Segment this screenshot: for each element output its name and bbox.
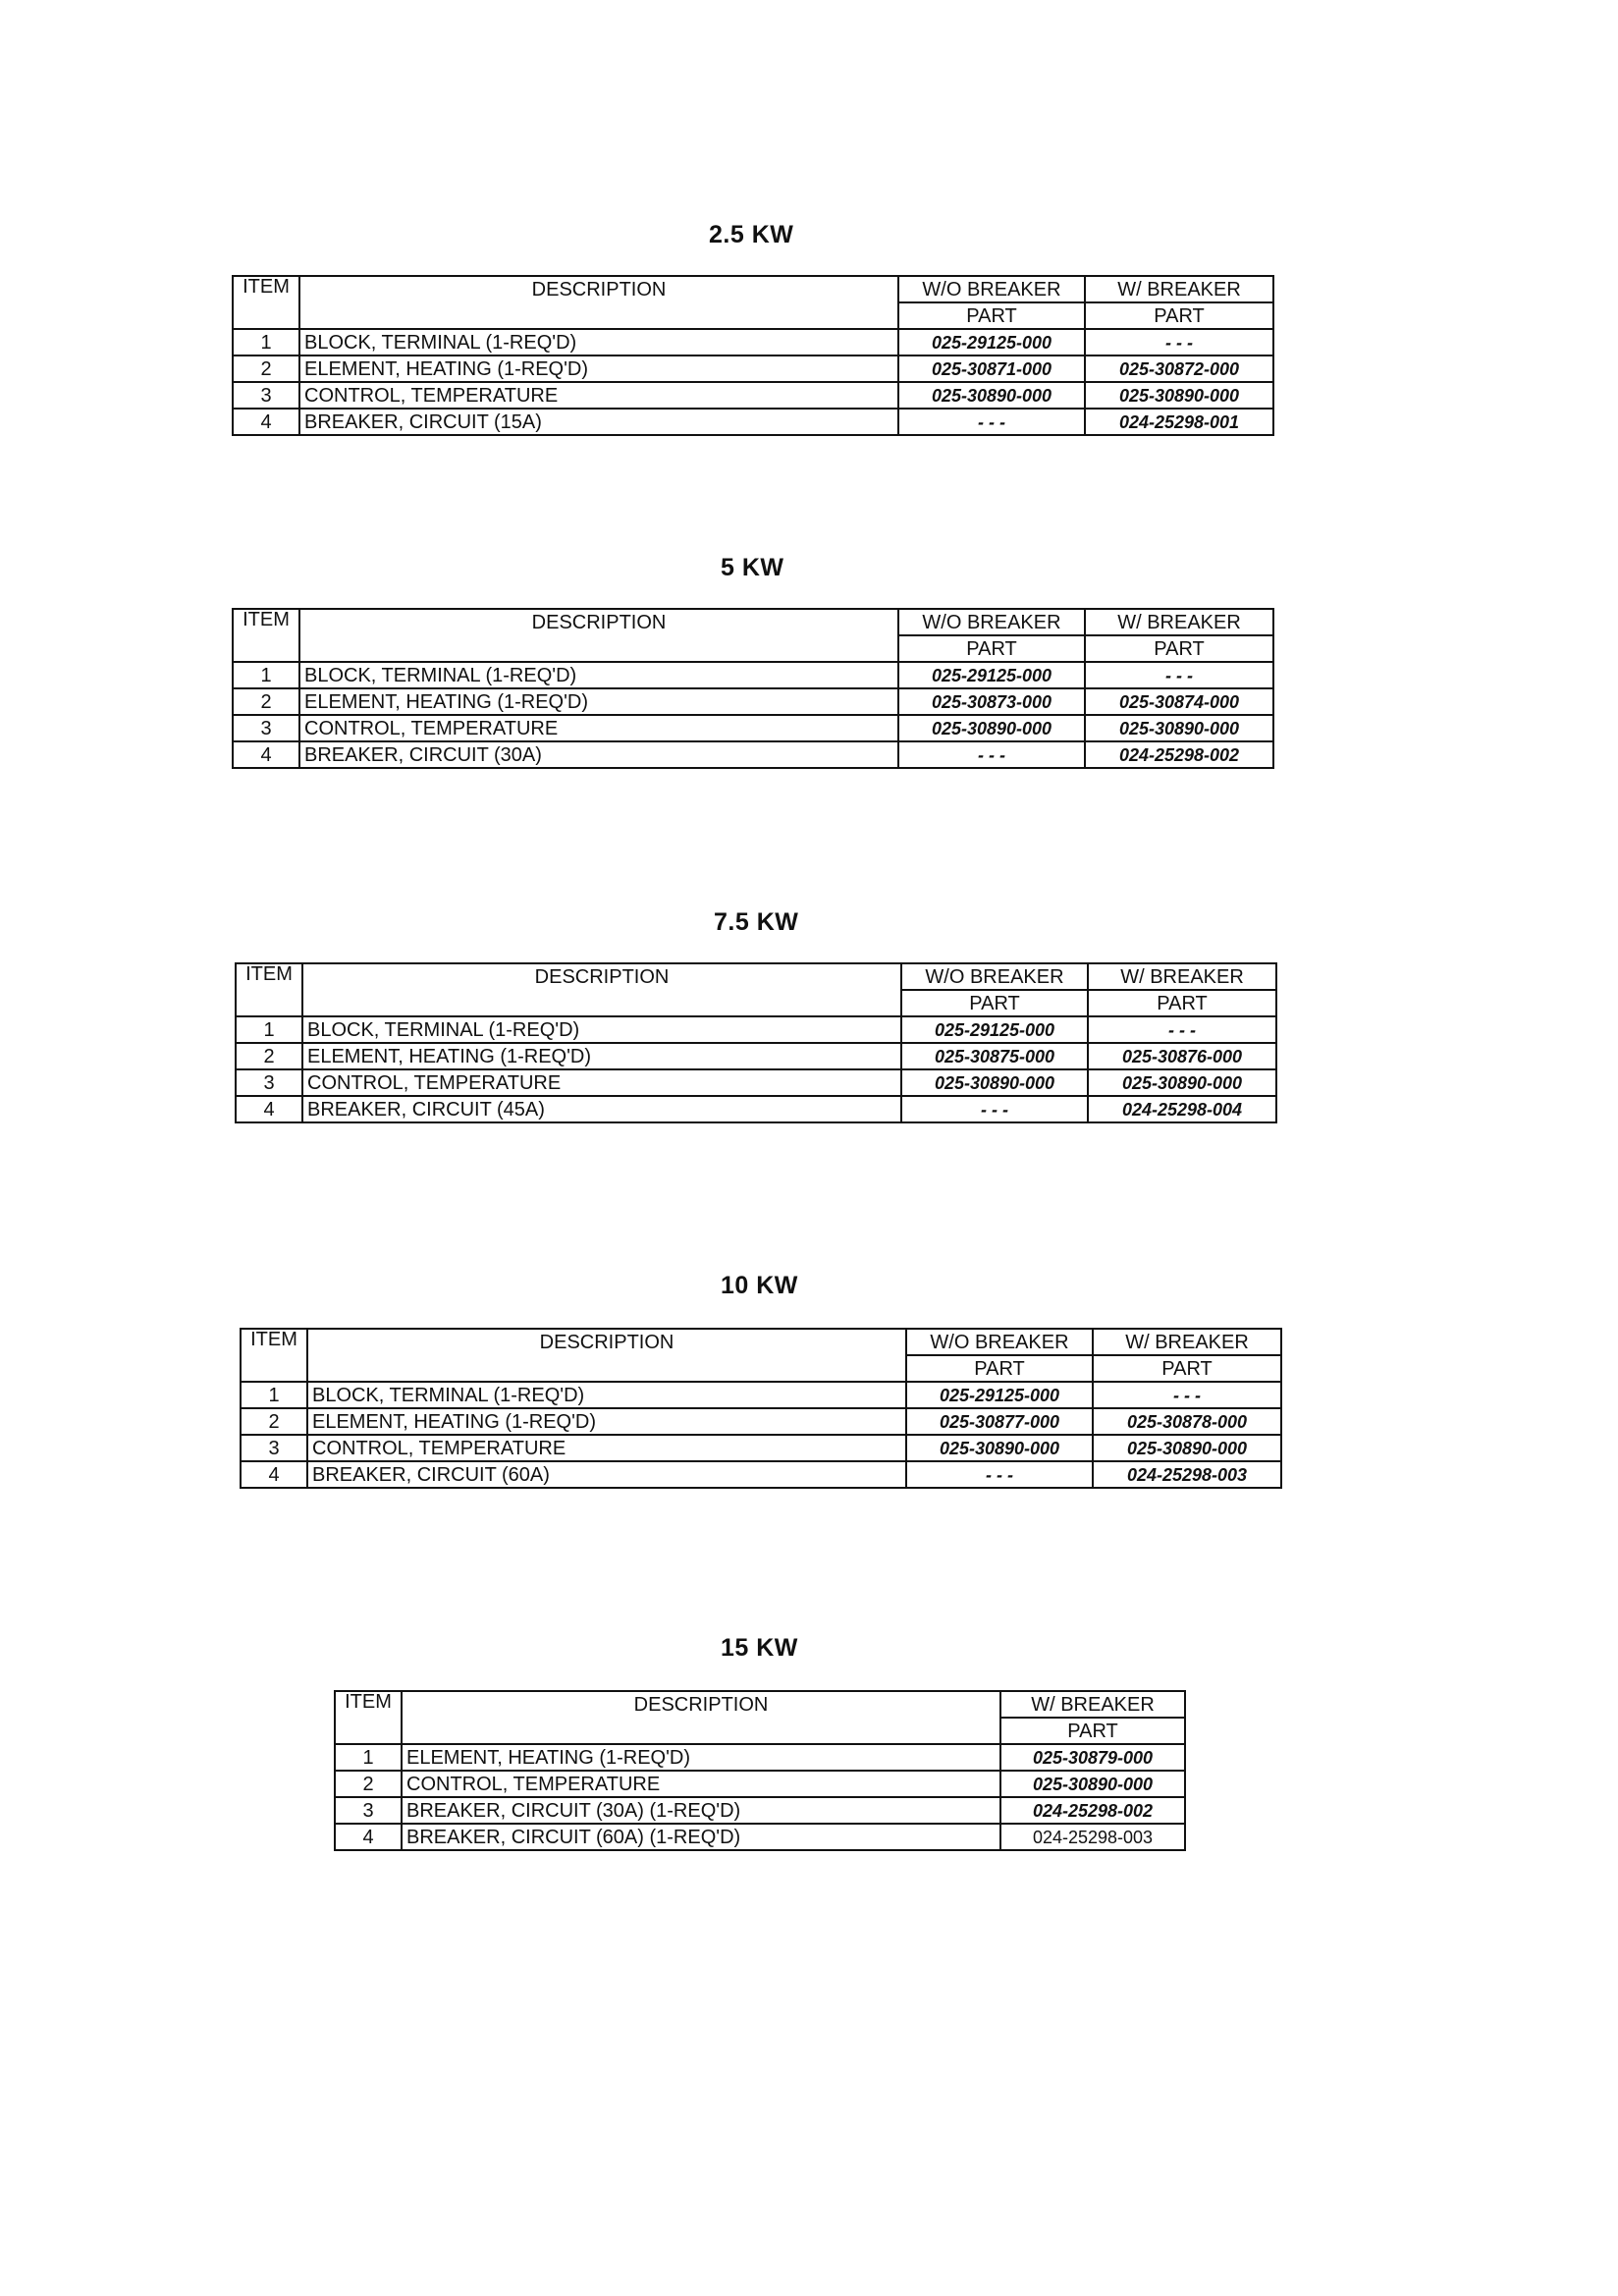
part-header: PART (1000, 1718, 1185, 1744)
description-cell: ELEMENT, HEATING (1-REQ'D) (299, 688, 898, 715)
wo-breaker-header: W/O BREAKER (898, 609, 1085, 635)
section-title: 15 KW (721, 1634, 798, 1662)
item-header: ITEM (241, 1329, 307, 1382)
wo-part-number: 025-30875-000 (901, 1043, 1088, 1069)
description-cell: ELEMENT, HEATING (1-REQ'D) (402, 1744, 1000, 1771)
table-row (236, 1069, 1276, 1096)
w-part-number: 024-25298-002 (1000, 1797, 1185, 1824)
description-header: DESCRIPTION (302, 963, 901, 990)
blank-cell (402, 1718, 1000, 1744)
blank-cell (299, 635, 898, 662)
item-number: 4 (241, 1461, 307, 1488)
wo-part-number: - - - (901, 1096, 1088, 1122)
description-cell: BLOCK, TERMINAL (1-REQ'D) (302, 1016, 901, 1043)
wo-part-number: 025-30890-000 (906, 1435, 1093, 1461)
description-cell: ELEMENT, HEATING (1-REQ'D) (307, 1408, 906, 1435)
part-header: PART (1085, 302, 1273, 329)
item-number: 1 (236, 1016, 302, 1043)
part-header: PART (1088, 990, 1276, 1016)
w-part-number: 024-25298-003 (1093, 1461, 1281, 1488)
description-cell: BREAKER, CIRCUIT (60A) (1-REQ'D) (402, 1824, 1000, 1850)
item-header: ITEM (233, 609, 299, 662)
table-row (233, 741, 1273, 768)
subheader-row (335, 1718, 1185, 1744)
wo-part-number: 025-30890-000 (898, 715, 1085, 741)
description-cell: CONTROL, TEMPERATURE (299, 382, 898, 409)
wo-part-number: 025-30890-000 (901, 1069, 1088, 1096)
w-part-number: 025-30890-000 (1085, 382, 1273, 409)
w-part-number: 025-30876-000 (1088, 1043, 1276, 1069)
table-row (236, 1096, 1276, 1122)
w-part-number: - - - (1085, 662, 1273, 688)
description-cell: BREAKER, CIRCUIT (15A) (299, 409, 898, 435)
part-header: PART (901, 990, 1088, 1016)
w-part-number: 024-25298-001 (1085, 409, 1273, 435)
description-cell: BLOCK, TERMINAL (1-REQ'D) (299, 329, 898, 355)
w-part-number: - - - (1088, 1016, 1276, 1043)
item-header: ITEM (335, 1691, 402, 1744)
wo-breaker-header: W/O BREAKER (901, 963, 1088, 990)
item-number: 2 (335, 1771, 402, 1797)
table-row (233, 355, 1273, 382)
item-number: 4 (233, 409, 299, 435)
part-header: PART (898, 635, 1085, 662)
subheader-row (241, 1355, 1281, 1382)
table-row (241, 1408, 1281, 1435)
item-number: 3 (236, 1069, 302, 1096)
description-cell: CONTROL, TEMPERATURE (302, 1069, 901, 1096)
item-header: ITEM (236, 963, 302, 1016)
part-header: PART (1085, 635, 1273, 662)
table-row (233, 409, 1273, 435)
table-row (241, 1461, 1281, 1488)
w-part-number: 025-30879-000 (1000, 1744, 1185, 1771)
description-header: DESCRIPTION (299, 609, 898, 635)
part-header: PART (1093, 1355, 1281, 1382)
item-number: 2 (236, 1043, 302, 1069)
w-part-number: 025-30874-000 (1085, 688, 1273, 715)
wo-breaker-header: W/O BREAKER (898, 276, 1085, 302)
wo-part-number: 025-30873-000 (898, 688, 1085, 715)
section-title: 2.5 KW (709, 221, 794, 248)
item-number: 1 (233, 329, 299, 355)
description-cell: BREAKER, CIRCUIT (30A) (299, 741, 898, 768)
description-cell: BLOCK, TERMINAL (1-REQ'D) (307, 1382, 906, 1408)
table-row (233, 715, 1273, 741)
description-header: DESCRIPTION (307, 1329, 906, 1355)
wo-part-number: - - - (906, 1461, 1093, 1488)
table-row (233, 382, 1273, 409)
subheader-row (236, 990, 1276, 1016)
w-part-number: 024-25298-004 (1088, 1096, 1276, 1122)
section-title: 7.5 KW (714, 908, 799, 936)
table-row (236, 1016, 1276, 1043)
parts-table (232, 608, 1274, 769)
header-row (241, 1329, 1281, 1355)
item-header: ITEM (233, 276, 299, 329)
w-part-number: 025-30878-000 (1093, 1408, 1281, 1435)
parts-table (334, 1690, 1186, 1851)
table-row (236, 1043, 1276, 1069)
item-number: 3 (241, 1435, 307, 1461)
wo-part-number: 025-29125-000 (906, 1382, 1093, 1408)
description-cell: CONTROL, TEMPERATURE (299, 715, 898, 741)
item-number: 4 (233, 741, 299, 768)
wo-part-number: 025-29125-000 (898, 662, 1085, 688)
w-breaker-header: W/ BREAKER (1088, 963, 1276, 990)
wo-breaker-header: W/O BREAKER (906, 1329, 1093, 1355)
item-number: 1 (335, 1744, 402, 1771)
w-part-number: - - - (1093, 1382, 1281, 1408)
item-number: 2 (233, 688, 299, 715)
w-breaker-header: W/ BREAKER (1093, 1329, 1281, 1355)
w-part-number: 024-25298-002 (1085, 741, 1273, 768)
wo-part-number: 025-30890-000 (898, 382, 1085, 409)
wo-part-number: - - - (898, 409, 1085, 435)
w-part-number: 025-30890-000 (1093, 1435, 1281, 1461)
section-title: 10 KW (721, 1272, 798, 1299)
description-cell: BLOCK, TERMINAL (1-REQ'D) (299, 662, 898, 688)
w-part-number: 025-30890-000 (1085, 715, 1273, 741)
description-header: DESCRIPTION (402, 1691, 1000, 1718)
part-header: PART (898, 302, 1085, 329)
section-title: 5 KW (721, 554, 784, 581)
table-row (233, 662, 1273, 688)
item-number: 3 (233, 382, 299, 409)
table-row (335, 1744, 1185, 1771)
table-row (335, 1824, 1185, 1850)
description-cell: BREAKER, CIRCUIT (30A) (1-REQ'D) (402, 1797, 1000, 1824)
wo-part-number: 025-30871-000 (898, 355, 1085, 382)
description-cell: ELEMENT, HEATING (1-REQ'D) (299, 355, 898, 382)
item-number: 4 (236, 1096, 302, 1122)
header-row (233, 276, 1273, 302)
item-number: 3 (335, 1797, 402, 1824)
parts-table (232, 275, 1274, 436)
w-breaker-header: W/ BREAKER (1085, 276, 1273, 302)
item-number: 1 (233, 662, 299, 688)
description-cell: BREAKER, CIRCUIT (45A) (302, 1096, 901, 1122)
w-part-number: 025-30890-000 (1088, 1069, 1276, 1096)
w-part-number: - - - (1085, 329, 1273, 355)
item-number: 2 (233, 355, 299, 382)
blank-cell (307, 1355, 906, 1382)
blank-cell (299, 302, 898, 329)
item-number: 3 (233, 715, 299, 741)
table-row (335, 1797, 1185, 1824)
item-number: 4 (335, 1824, 402, 1850)
wo-part-number: 025-29125-000 (898, 329, 1085, 355)
w-part-number: 025-30872-000 (1085, 355, 1273, 382)
header-row (233, 609, 1273, 635)
part-header: PART (906, 1355, 1093, 1382)
blank-cell (302, 990, 901, 1016)
description-cell: BREAKER, CIRCUIT (60A) (307, 1461, 906, 1488)
w-breaker-header: W/ BREAKER (1000, 1691, 1185, 1718)
item-number: 2 (241, 1408, 307, 1435)
wo-part-number: 025-30877-000 (906, 1408, 1093, 1435)
table-row (241, 1435, 1281, 1461)
description-cell: CONTROL, TEMPERATURE (307, 1435, 906, 1461)
wo-part-number: 025-29125-000 (901, 1016, 1088, 1043)
subheader-row (233, 302, 1273, 329)
header-row (236, 963, 1276, 990)
header-row (335, 1691, 1185, 1718)
parts-table (235, 962, 1277, 1123)
subheader-row (233, 635, 1273, 662)
description-header: DESCRIPTION (299, 276, 898, 302)
wo-part-number: - - - (898, 741, 1085, 768)
table-row (233, 329, 1273, 355)
parts-table (240, 1328, 1282, 1489)
description-cell: CONTROL, TEMPERATURE (402, 1771, 1000, 1797)
table-row (241, 1382, 1281, 1408)
table-row (335, 1771, 1185, 1797)
w-part-number: 024-25298-003 (1000, 1824, 1185, 1850)
w-breaker-header: W/ BREAKER (1085, 609, 1273, 635)
w-part-number: 025-30890-000 (1000, 1771, 1185, 1797)
description-cell: ELEMENT, HEATING (1-REQ'D) (302, 1043, 901, 1069)
item-number: 1 (241, 1382, 307, 1408)
table-row (233, 688, 1273, 715)
